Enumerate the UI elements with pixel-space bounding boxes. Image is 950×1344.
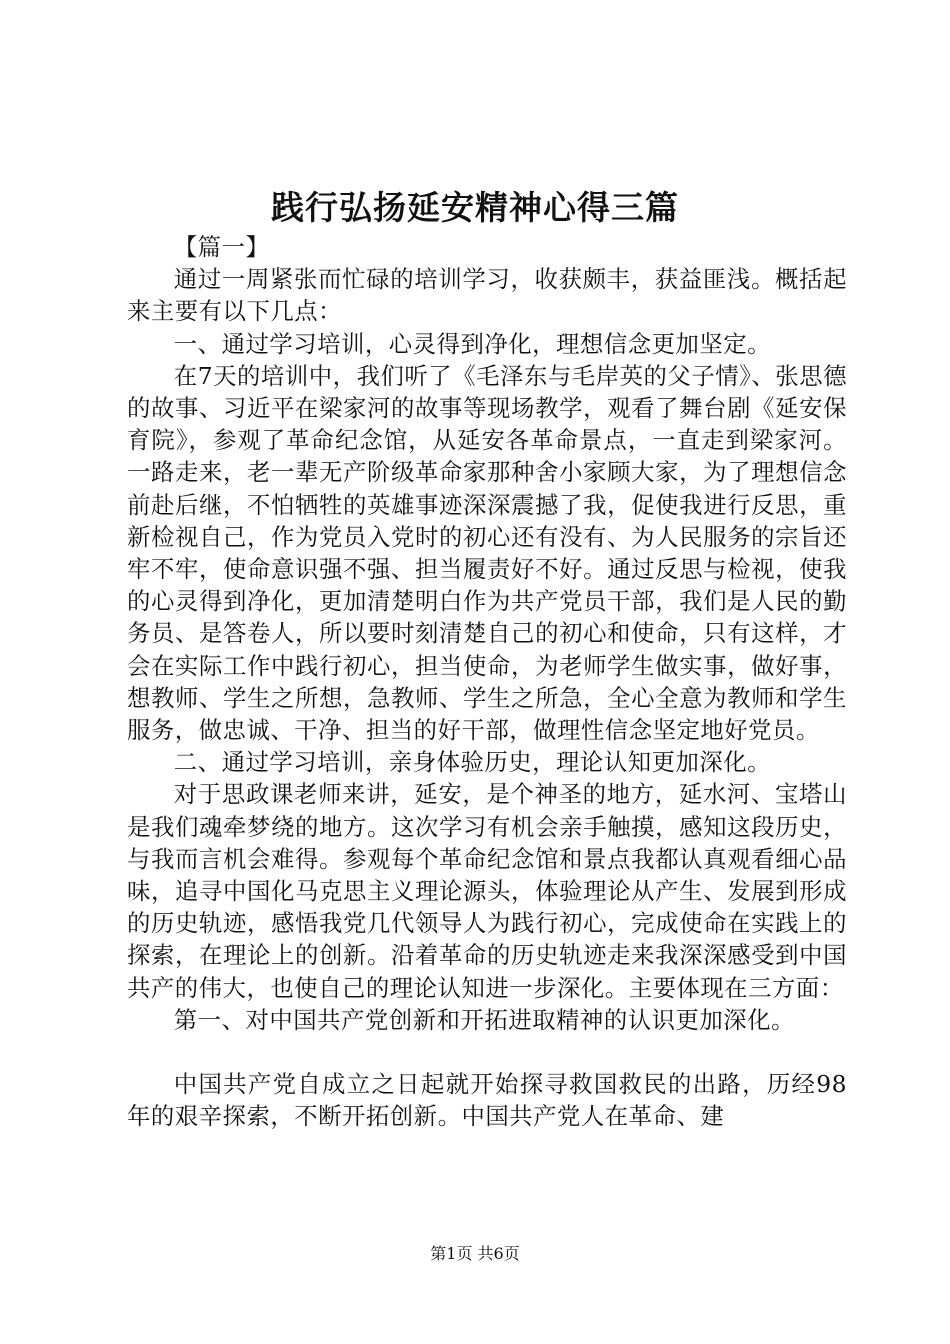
section-label: 【篇一】 — [173, 233, 270, 261]
document-body — [127, 231, 847, 1132]
paragraph: 中国共产党自成立之日起就开始探寻救国救民的出路，历经98年的艰辛探索，不断开拓创新。中国共产党人在革命、建 — [127, 1070, 847, 1131]
paragraph: 对于思政课老师来讲，延安，是个神圣的地方，延水河、宝塔山是我们魂牵梦绕的地方。这次学习有机会亲手触摸，感知这段历史，与我而言机会难得。参观每个革命纪念馆和景点我都认真观看细心品味，追寻中国化马克思主义理论源头，体验理论从产生、发展到形成的历史轨迹，感悟我党几代领导人为践行初心，完成使命在实践上的探索，在理论上的创新。沿着革命的历史轨迹走来我深深感受到中国共产的伟大，也使自己的理论认知进一步深化。主要体现在三方面： — [127, 780, 847, 1002]
document-title: 践行弘扬延安精神心得三篇 — [271, 188, 679, 227]
page-footer: 第1页 共6页 — [430, 1244, 520, 1263]
paragraph: 通过一周紧张而忙碌的培训学习，收获颇丰，获益匪浅。概括起来主要有以下几点： — [127, 265, 847, 326]
section-heading: 一、通过学习培训，心灵得到净化，理想信念更加坚定。 — [173, 329, 772, 358]
subsection-heading: 第一、对中国共产党创新和开拓进取精神的认识更加深化。 — [173, 1005, 795, 1034]
blank-line — [127, 1036, 847, 1068]
paragraph: 在7天的培训中，我们听了《毛泽东与毛岸英的父子情》、张思德的故事、习近平在梁家河的故事等现场教学，观看了舞台剧《延安保育院》，参观了革命纪念馆，从延安各革命景点，一直走到梁家河。一路走来，老一辈无产阶级革命家那种舍小家顾大家，为了理想信念前赴后继，不怕牺牲的英雄事迹深深震撼了我，促使我进行反思，重新检视自己，作为党员入党时的初心还有没有、为人民服务的宗旨还牢不牢，使命意识强不强、担当履责好不好。通过反思与检视，使我的心灵得到净化，更加清楚明白作为共产党员干部，我们是人民的勤务员、是答卷人，所以要时刻清楚自己的初心和使命，只有这样，才会在实际工作中践行初心，担当使命，为老师学生做实事，做好事，想教师、学生之所想，急教师、学生之所急，全心全意为教师和学生服务，做忠诚、干净、担当的好干部，做理性信念坚定地好党员。 — [127, 361, 847, 745]
section-heading: 二、通过学习培训，亲身体验历史，理论认知更加深化。 — [173, 748, 772, 777]
